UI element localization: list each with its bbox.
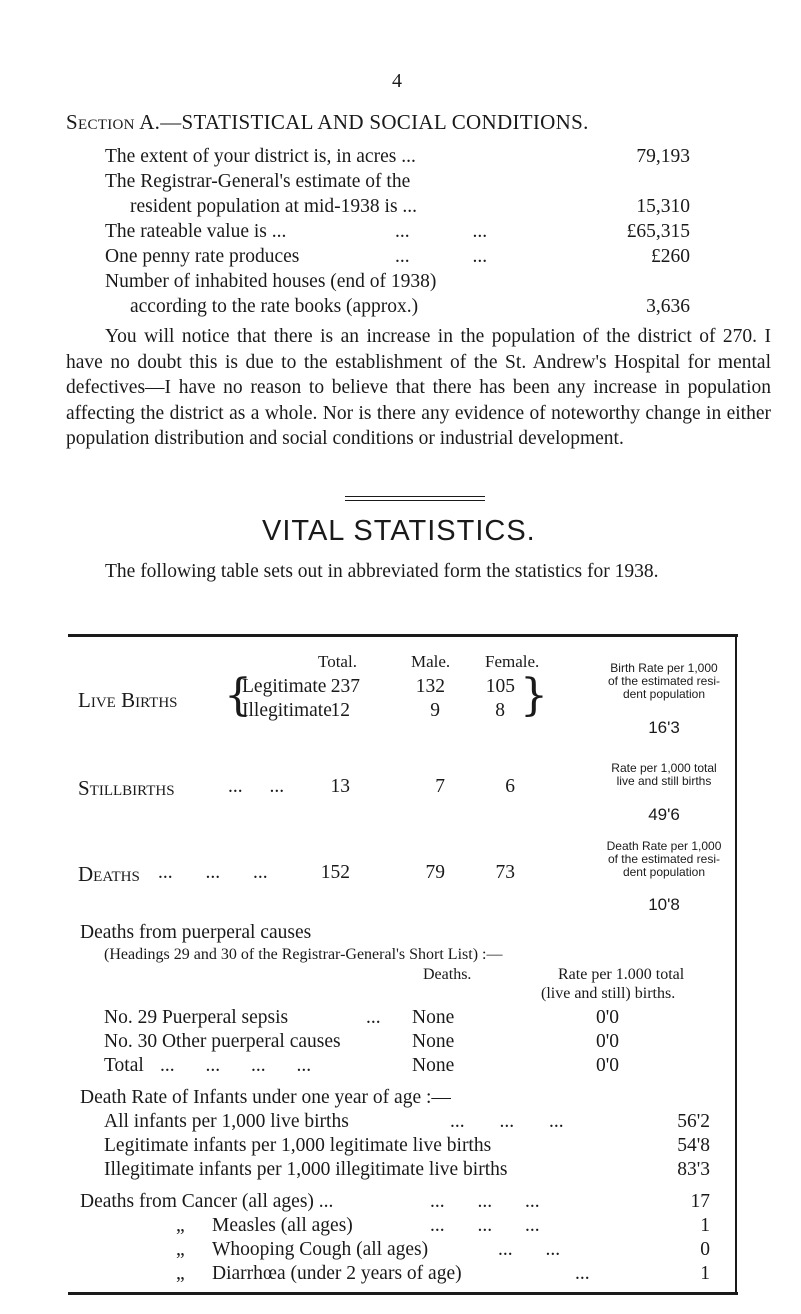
deaths-cancer-value: 17 <box>690 1191 710 1212</box>
stat-penny-value: £260 <box>651 246 690 267</box>
stillbirths-female: 6 <box>505 776 515 797</box>
table-top-rule <box>68 634 738 637</box>
stillbirth-rate-value: 49'6 <box>648 805 680 824</box>
puerperal-row-other-rate: 0'0 <box>596 1031 620 1052</box>
puerperal-title: Deaths from puerperal causes <box>80 922 312 943</box>
deaths-cancer-dots: ... ... ... <box>430 1191 540 1212</box>
header-male: Male. <box>411 652 451 671</box>
puerperal-col-rate-2: (live and still) births. <box>541 985 676 1002</box>
table-intro-paragraph: The following table sets out in abbreviated form the statistics for 1938. <box>105 561 659 582</box>
deaths-male: 79 <box>425 862 445 883</box>
deaths-measles-mark: „ <box>176 1215 185 1236</box>
infants-legitimate-value: 54'8 <box>677 1135 710 1156</box>
puerperal-row-sepsis-deaths: None <box>412 1007 455 1028</box>
puerperal-row-other-label: No. 30 Other puerperal causes <box>104 1031 341 1052</box>
deaths-label: Deaths <box>78 862 140 886</box>
puerperal-row-sepsis-dots: ... <box>366 1007 381 1028</box>
deaths-diarrhoea-mark: „ <box>176 1263 185 1284</box>
deaths-total: 152 <box>320 862 350 883</box>
deaths-whooping-dots: ... ... <box>498 1239 561 1260</box>
stat-houses-label-1: Number of inhabited houses (end of 1938) <box>105 271 437 292</box>
stat-houses-label-2: according to the rate books (approx.) <box>130 296 419 317</box>
stat-extent-value: 79,193 <box>636 146 690 167</box>
section-prefix: Section <box>66 110 135 134</box>
deaths-female: 73 <box>495 862 515 883</box>
section-heading <box>66 110 589 135</box>
infants-all-dots: ... ... ... <box>450 1111 564 1132</box>
stat-houses-value: 3,636 <box>646 296 690 317</box>
stat-population-label-1: The Registrar-General's estimate of the <box>105 171 411 192</box>
puerperal-col-rate-1: Rate per 1.000 total <box>558 966 685 983</box>
deaths-measles-value: 1 <box>700 1215 710 1236</box>
puerperal-row-sepsis-label: No. 29 Puerperal sepsis <box>104 1007 289 1028</box>
deaths-dots: ... ... ... <box>158 862 268 883</box>
deaths-diarrhoea-dots: ... <box>575 1263 590 1284</box>
header-female: Female. <box>485 652 540 671</box>
infants-all-value: 56'2 <box>677 1111 710 1132</box>
deaths-whooping-label: Whooping Cough (all ages) <box>212 1239 429 1260</box>
table-bottom-rule <box>68 1292 738 1295</box>
stat-rateable-dots: ... ... <box>395 221 488 242</box>
stat-population-label-2: resident population at mid-1938 is ... <box>130 196 418 217</box>
death-rate-note: Death Rate per 1,000 of the estimated resi-dent population <box>606 839 722 879</box>
section-title: A.—STATISTICAL AND SOCIAL CONDITIONS. <box>139 110 589 134</box>
stat-penny-dots: ... ... <box>395 246 488 267</box>
puerperal-subtitle: (Headings 29 and 30 of the Registrar-General's Short List) :— <box>104 946 503 963</box>
stillbirths-total: 13 <box>330 776 350 797</box>
deaths-whooping-mark: „ <box>176 1239 185 1260</box>
birth-rate-value: 16'3 <box>648 718 680 737</box>
stat-population-value: 15,310 <box>636 196 690 217</box>
puerperal-row-sepsis-rate: 0'0 <box>596 1007 620 1028</box>
illegitimate-female: 8 <box>495 700 505 721</box>
header-total: Total. <box>318 652 357 671</box>
stillbirths-label: Stillbirths <box>78 776 175 800</box>
infants-all-label: All infants per 1,000 live births <box>104 1111 349 1132</box>
deaths-diarrhoea-value: 1 <box>700 1263 710 1284</box>
stat-rateable-label: The rateable value is ... <box>105 221 287 242</box>
puerperal-col-deaths: Deaths. <box>423 966 472 983</box>
infants-illegitimate-label: Illegitimate infants per 1,000 illegitimate live births <box>104 1159 508 1180</box>
stillbirths-dots: ... ... <box>228 776 285 797</box>
infants-legitimate-label: Legitimate infants per 1,000 legitimate live births <box>104 1135 492 1156</box>
ornament-divider <box>345 496 485 497</box>
live-births-right-brace-icon: } <box>520 670 548 721</box>
infants-title: Death Rate of Infants under one year of age :— <box>80 1087 451 1108</box>
illegitimate-total: 12 <box>330 700 350 721</box>
population-paragraph: You will notice that there is an increase in the population of the district of 270. I have no doubt this is due to the establishment of the St. Andrew's Hospital for mental defectives—I have no reason to believe that there has been any increase in population affecting the district as a whole. Nor is there any evidence of noteworthy change in either population distribution and social conditions or industrial development. <box>66 326 771 449</box>
death-rate-value: 10'8 <box>648 895 680 914</box>
stillbirths-male: 7 <box>435 776 445 797</box>
birth-rate-note: Birth Rate per 1,000 of the estimated resi-dent population <box>607 661 721 701</box>
infants-illegitimate-value: 83'3 <box>677 1159 710 1180</box>
illegitimate-label: Illegitimate <box>242 700 332 721</box>
deaths-whooping-value: 0 <box>700 1239 710 1260</box>
deaths-measles-label: Measles (all ages) <box>212 1215 353 1236</box>
deaths-cancer-label: Deaths from Cancer (all ages) ... <box>80 1191 334 1212</box>
puerperal-row-total-deaths: None <box>412 1055 455 1076</box>
puerperal-row-total-dots: ... ... ... ... <box>160 1055 312 1076</box>
stillbirth-rate-note: Rate per 1,000 total live and still births <box>611 761 717 788</box>
legitimate-total: 237 <box>330 676 360 697</box>
vital-statistics-title: VITAL STATISTICS. <box>262 515 536 547</box>
stat-penny-label: One penny rate produces <box>105 246 300 267</box>
stat-rateable-value: £65,315 <box>626 221 690 242</box>
deaths-measles-dots: ... ... ... <box>430 1215 540 1236</box>
puerperal-row-total-label: Total <box>104 1055 144 1076</box>
page-number: 4 <box>392 70 402 92</box>
legitimate-female: 105 <box>485 676 515 697</box>
illegitimate-male: 9 <box>430 700 440 721</box>
table-right-rule <box>735 634 737 1294</box>
deaths-diarrhoea-label: Diarrhœa (under 2 years of age) <box>212 1263 462 1284</box>
live-births-label: Live Births <box>78 688 178 712</box>
legitimate-label: Legitimate <box>242 676 327 697</box>
live-births-left-brace-icon: { <box>224 670 252 721</box>
ornament-divider-second <box>345 500 485 501</box>
legitimate-male: 132 <box>415 676 445 697</box>
stat-extent-label: The extent of your district is, in acres ... <box>105 146 416 167</box>
puerperal-row-total-rate: 0'0 <box>596 1055 620 1076</box>
puerperal-row-other-deaths: None <box>412 1031 455 1052</box>
